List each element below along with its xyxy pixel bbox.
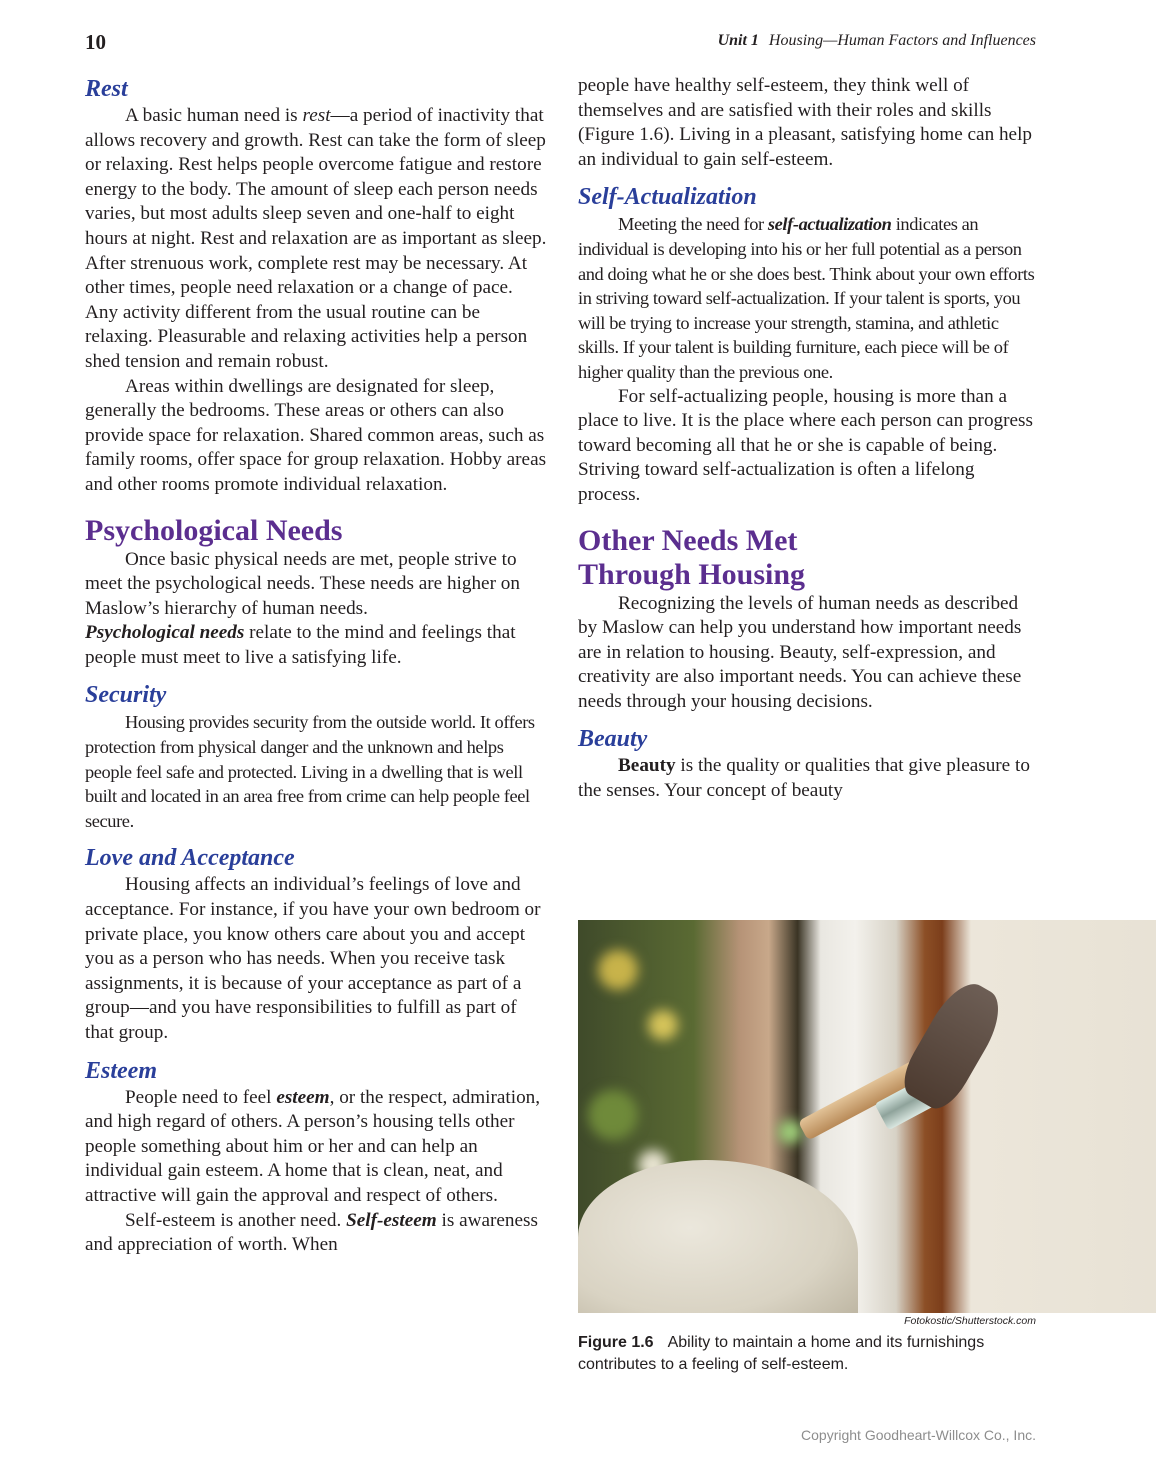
other-needs-paragraph: Recognizing the levels of human needs as described by Maslow can help you understand how important needs are in relation to housing. Beauty, self-expression, and creativity are also important needs. You can achieve these needs through your housing decisions. [578,592,1022,712]
term-self-actualization: self-actualization [767,214,892,235]
heading-love-and-acceptance: Love and Acceptance [85,845,295,872]
right-column [578,74,1040,804]
security-paragraph: Housing provides security from the outside world. It offers protection from physical danger and the unknown and helps people feel safe and protected. Living in a dwelling that is well built and located in an area free from crime can help people feel secure. [85,712,535,831]
beauty-paragraph [578,754,1040,803]
running-head [718,32,1036,50]
heading-esteem: Esteem [85,1057,157,1084]
figure-caption [578,1332,1048,1376]
text: is the quality or qualities that give pleasure to the senses. Your concept of beauty [578,755,1030,802]
text: —a period of inactivity that allows recovery and growth. Rest can take the form of sleep or relaxing. Rest helps people overcome fatigue and restore energy to the body. The amount of sleep each person needs varies, but most adults sleep seven and one-half to eight hours at night. Rest and relaxation are as important as sleep. After strenuous work, complete rest may be necessary. At other times, people need relaxation or a change of pace. Any activity different from the usual routine can be relaxing. Pleasurable and relaxing activities help a person shed tension and remain robust. [85,105,547,372]
text: relate to the mind and feelings that people must meet to live a satisfying life. [85,622,516,668]
heading-psychological-needs: Psychological Needs [85,513,343,547]
heading-self-actualization: Self-Actualization [578,184,757,211]
esteem-paragraph-1 [85,1086,547,1209]
copyright-footer: Copyright Goodheart-Willcox Co., Inc. [801,1427,1036,1443]
text: indicates an individual is developing into his or her full potential as a person and doing what he or she does best. Think about your own efforts in striving toward self-actualization. If your talent is sports, you will be trying to increase your strength, stamina, and athletic skills. If your talent is building furniture, each piece will be of higher quality than the previous one. [578,214,1035,382]
text: People need to feel [125,1086,277,1108]
text: Other Needs Met [578,523,798,557]
self-actualization-paragraph-2: For self-actualizing people, housing is more than a place to live. It is the place where each person can progress toward becoming all that he or she is capable of being. Striving toward self-actualization is often a lifelong process. [578,385,1033,505]
love-paragraph: Housing affects an individual’s feelings of love and acceptance. For instance, if you have your own bedroom or private place, you know others care about you and accept you as a person who has needs. When you receive task assignments, it is because of your acceptance as part of a group—and you have responsibilities to fulfill as part of that group. [85,874,541,1043]
term-psychological-needs: Psychological needs [85,622,245,644]
text: Once basic physical needs are met, people strive to meet the psychological needs. These needs are higher on Maslow’s hierarchy of human needs. [85,548,520,619]
figure-photo [578,920,1156,1313]
text: Meeting the need for [618,214,768,235]
unit-label: Unit 1 [717,32,759,49]
term-beauty: Beauty [618,755,676,777]
self-actualization-paragraph-1 [578,212,1040,384]
term-esteem: esteem [276,1086,330,1108]
text: , or the respect, admiration, and high regard of others. A person’s housing tells other people something about him or her and can help an individual gain esteem. A home that is clean, neat, and attractive will gain the approval and respect of others. [85,1086,541,1206]
heading-rest: Rest [85,76,128,102]
page-number: 10 [85,30,106,54]
figure-caption-text: Ability to maintain a home and its furnishings contributes to a feeling of self-esteem. [578,1334,985,1373]
heading-other-needs [578,524,1040,592]
photo-credit: Fotokostic/Shutterstock.com [904,1315,1036,1327]
text: is awareness and appreciation of worth. When [85,1209,538,1256]
heading-beauty: Beauty [578,726,648,753]
text: Through Housing [578,557,806,591]
unit-title: Housing—Human Factors and Influences [768,32,1036,49]
continuation-paragraph: people have healthy self-esteem, they think well of themselves and are satisfied with their roles and skills (Figure 1.6). Living in a pleasant, satisfying home can help an individual to gain self-esteem. [578,75,1032,170]
glove [578,1160,858,1313]
figure-label: Figure 1.6 [578,1334,654,1351]
brush-bristles [895,974,1012,1117]
heading-security: Security [85,682,167,709]
term-rest: rest [302,105,331,126]
psychological-paragraph [85,548,547,671]
rest-paragraph-1 [85,104,547,375]
term-self-esteem: Self-esteem [346,1209,437,1231]
left-column [85,74,547,1258]
text: Self-esteem is another need. [125,1209,347,1231]
rest-paragraph-2: Areas within dwellings are designated for sleep, generally the bedrooms. These areas or others can also provide space for relaxation. Shared common areas, such as family rooms, offer space for group relaxation. Hobby areas and other rooms promote individual relaxation. [85,375,547,495]
esteem-paragraph-2 [85,1209,547,1258]
text: A basic human need is [125,105,303,126]
